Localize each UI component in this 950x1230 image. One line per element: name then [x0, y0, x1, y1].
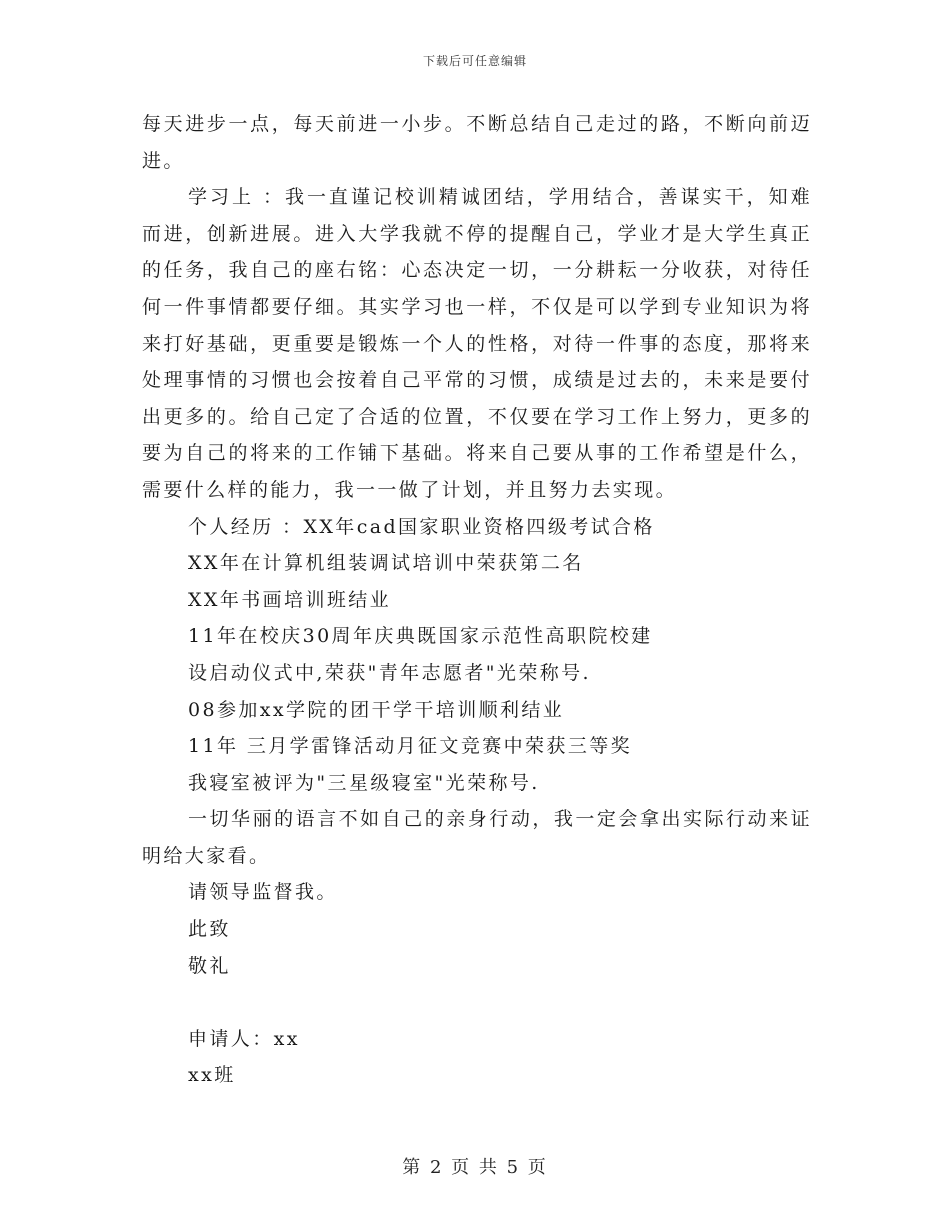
page-header: 下载后可任意编辑 [422, 54, 527, 68]
document-body [142, 106, 812, 1094]
class-line: xx班 [188, 1064, 236, 1087]
paragraph-1: 每天进步一点，每天前进一小步。不断总结自己走过的路，不断向前迈进。 [142, 113, 812, 172]
paragraph-experience-8: 我寝室被评为"三星级寝室"光荣称号. [188, 771, 540, 794]
paragraph-supervise: 请领导监督我。 [188, 881, 338, 904]
paragraph-experience-4: 11年在校庆30周年庆典既国家示范性高职院校建 [188, 625, 653, 648]
paragraph-experience-7: 11年 三月学雷锋活动月征文竞赛中荣获三等奖 [188, 735, 633, 758]
paragraph-study: 学习上 ：我一直谨记校训精诚团结，学用结合，善谋实干，知难而进，创新进展。进入大学我就不停的提醒自己，学业才是大学生真正的任务，我自己的座右铭：心态决定一切，一分耕耘一分收获，对待任何一件事情都要仔细。其实学习也一样，不仅是可以学到专业知识为将来打好基础，更重要是锻炼一个人的性格，对待一件事的态度，那将来处理事情的习惯也会按着自己平常的习惯，成绩是过去的，未来是要付出更多的。给自己定了合适的位置，不仅要在学习工作上努力，更多的要为自己的将来的工作铺下基础。将来自己要从事的工作希望是什么，需要什么样的能力，我一一做了计划，并且努力去实现。 [142, 186, 812, 501]
applicant-line: 申请人：xx [188, 1027, 300, 1050]
salutation-cizhi: 此致 [188, 918, 231, 941]
paragraph-experience-2: XX年在计算机组装调试培训中荣获第二名 [188, 552, 584, 575]
paragraph-experience-5: 设启动仪式中,荣获"青年志愿者"光荣称号. [188, 661, 591, 684]
salutation-jingli: 敬礼 [188, 954, 231, 977]
paragraph-experience-3: XX年书画培训班结业 [188, 588, 392, 611]
blank-line [142, 984, 812, 1021]
page-number: 第 2 页 共 5 页 [402, 1157, 548, 1178]
paragraph-experience-1: 个人经历 ：XX年cad国家职业资格四级考试合格 [188, 515, 655, 538]
paragraph-experience-6: 08参加xx学院的团干学干培训顺利结业 [188, 698, 565, 721]
paragraph-closing: 一切华丽的语言不如自己的亲身行动，我一定会拿出实际行动来证明给大家看。 [142, 808, 812, 867]
